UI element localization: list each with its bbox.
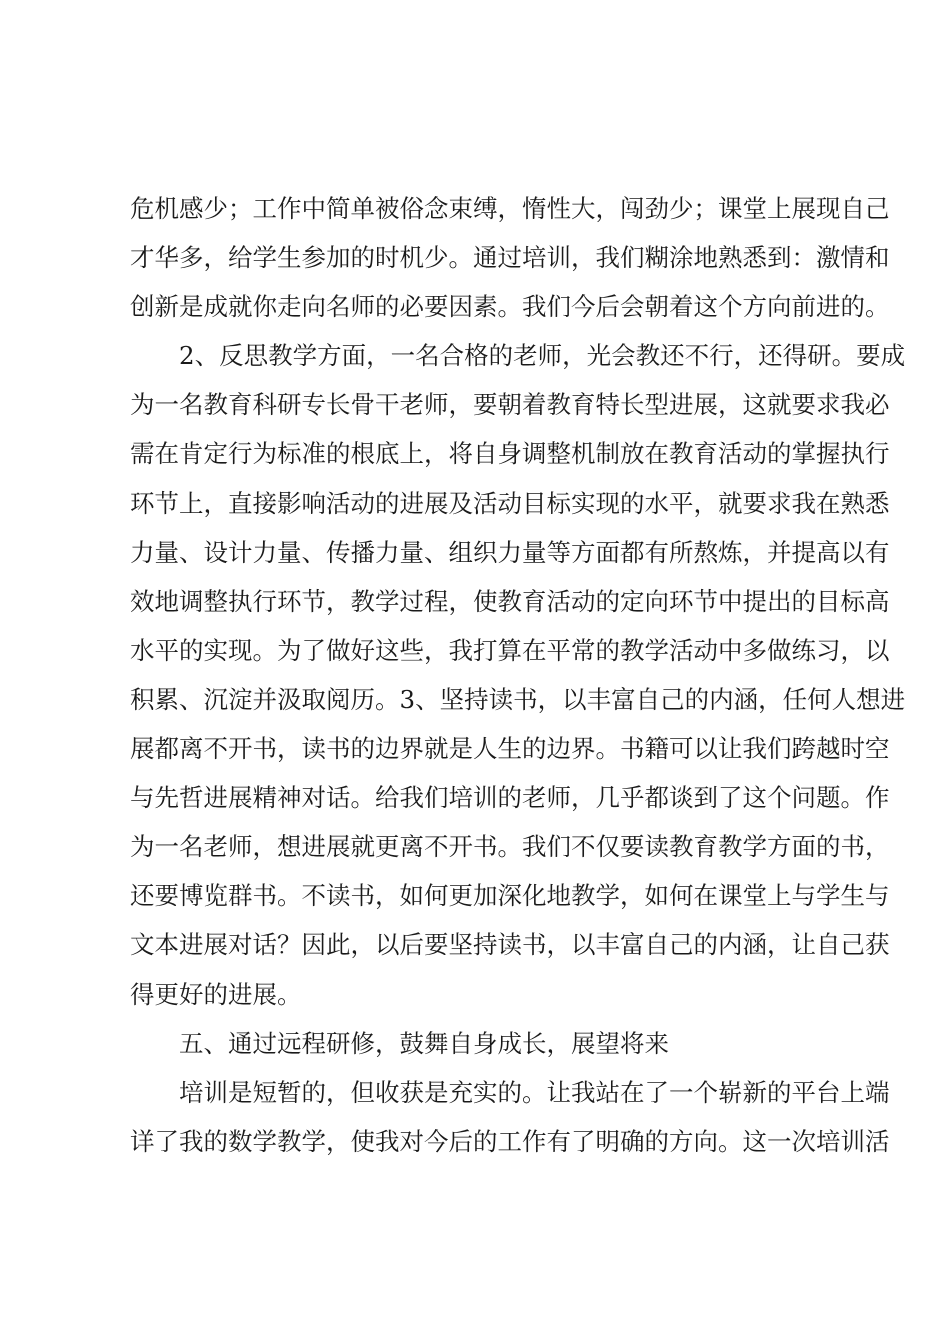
text-line: 展都离不开书，读书的边界就是人生的边界。书籍可以让我们跨越时空: [130, 734, 890, 764]
text-line: 环节上，直接影响活动的进展及活动目标实现的水平，就要求我在熟悉: [130, 488, 890, 518]
text-line: 效地调整执行环节，教学过程，使教育活动的定向环节中提出的目标高: [130, 586, 890, 616]
text-line: 力量、设计力量、传播力量、组织力量等方面都有所熬炼，并提高以有: [130, 537, 890, 567]
text-line: 还要博览群书。不读书，如何更加深化地教学，如何在课堂上与学生与: [130, 881, 890, 911]
section-heading: 五、通过远程研修，鼓舞自身成长，展望将来: [179, 1028, 669, 1058]
text-line: 水平的实现。为了做好这些，我打算在平常的教学活动中多做练习，以: [130, 635, 890, 665]
text-line: 需在肯定行为标准的根底上，将自身调整机制放在教育活动的掌握执行: [130, 439, 890, 469]
text-line: 为一名老师，想进展就更离不开书。我们不仅要读教育教学方面的书，: [130, 832, 890, 862]
text-line: 与先哲进展精神对话。给我们培训的老师，几乎都谈到了这个问题。作: [130, 783, 890, 813]
paragraph-start-line: 2、反思教学方面，一名合格的老师，光会教还不行，还得研。要成: [179, 341, 906, 371]
text-line: 危机感少；工作中简单被俗念束缚，惰性大，闯劲少；课堂上展现自己: [130, 194, 890, 223]
text-line: 文本进展对话？因此，以后要坚持读书，以丰富自己的内涵，让自己获: [130, 930, 890, 960]
text-line: 详了我的数学教学，使我对今后的工作有了明确的方向。这一次培训活: [130, 1126, 890, 1156]
body-text: [130, 184, 906, 1166]
text-line: 积累、沉淀并汲取阅历。3、坚持读书，以丰富自己的内涵，任何人想进: [130, 684, 906, 714]
text-line: 为一名教育科研专长骨干老师，要朝着教育特长型进展，这就要求我必: [130, 390, 890, 420]
text-line: 创新是成就你走向名师的必要因素。我们今后会朝着这个方向前进的。: [130, 292, 890, 322]
text-line: 才华多，给学生参加的时机少。通过培训，我们糊涂地熟悉到：激情和: [130, 243, 890, 273]
paragraph-start-line: 培训是短暂的，但收获是充实的。让我站在了一个崭新的平台上端: [179, 1077, 890, 1107]
text-line: 得更好的进展。: [130, 979, 302, 1009]
